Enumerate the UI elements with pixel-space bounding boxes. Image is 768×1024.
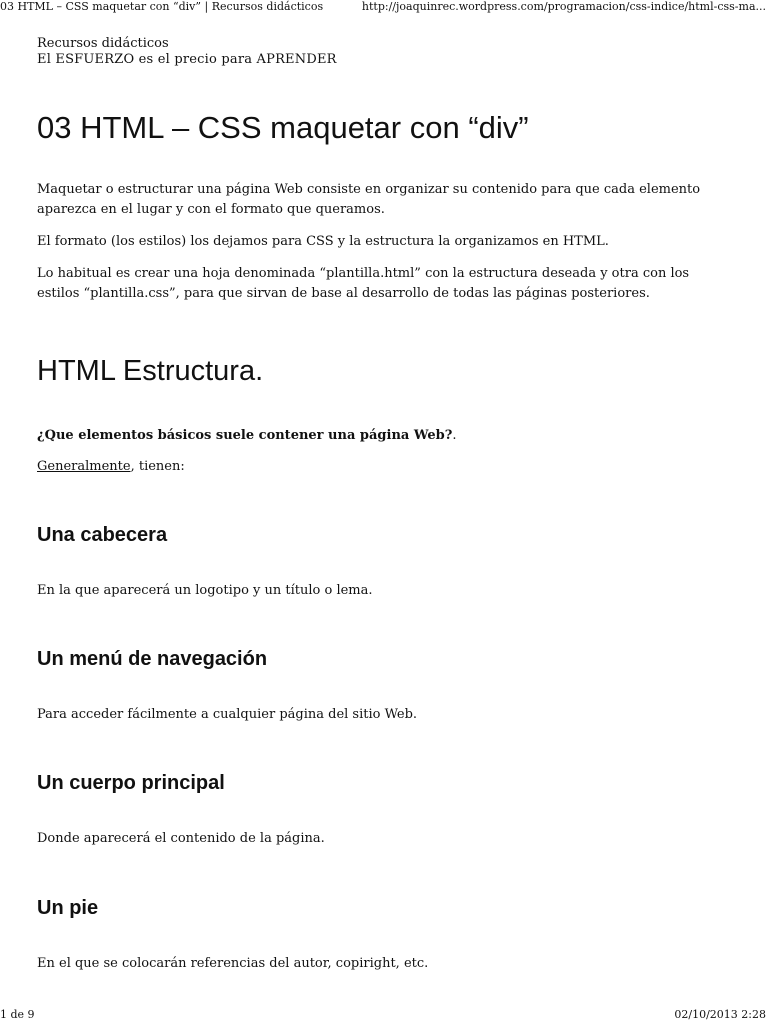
question-bold: ¿Que elementos básicos suele contener una página Web? — [37, 428, 453, 443]
intro-paragraph-2: El formato (los estilos) los dejamos para CSS y la estructura la organizamos en HTML. — [37, 234, 609, 249]
print-footer — [0, 1008, 768, 1024]
element-text-header: En la que aparecerá un logotipo y un título o lema. — [37, 583, 373, 598]
general-rest: , tienen: — [130, 459, 185, 474]
question-suffix: . — [452, 428, 457, 443]
print-header — [0, 0, 768, 16]
element-heading-header: Una cabecera — [37, 524, 168, 546]
post-title: 03 HTML – CSS maquetar con “div” — [37, 110, 529, 145]
element-text-footer: En el que se colocarán referencias del autor, copiright, etc. — [37, 956, 429, 971]
section-heading: HTML Estructura. — [37, 355, 264, 387]
print-page-number: 1 de 9 — [0, 1008, 35, 1021]
site-description: El ESFUERZO es el precio para APRENDER — [37, 52, 337, 67]
element-heading-body: Un cuerpo principal — [37, 772, 225, 794]
document-content — [37, 36, 737, 971]
print-url: http://joaquinrec.wordpress.com/programacion/css-indice/html-css-ma... — [361, 0, 766, 13]
general-paragraph — [37, 457, 732, 477]
question-paragraph — [37, 426, 732, 446]
element-text-nav: Para acceder fácilmente a cualquier página del sitio Web. — [37, 707, 418, 722]
intro-paragraph-1: Maquetar o estructurar una página Web consiste en organizar su contenido para que cada elemento aparezca en el lugar y con el formato que queramos. — [37, 182, 701, 217]
element-heading-footer: Un pie — [37, 897, 99, 919]
element-text-body: Donde aparecerá el contenido de la página. — [37, 831, 325, 846]
intro-paragraph-3: Lo habitual es crear una hoja denominada “plantilla.html” con la estructura deseada y otra con los estilos “plantilla.css”, para que sirvan de base al desarrollo de todas las páginas posteriores. — [37, 266, 690, 301]
print-page-title: 03 HTML – CSS maquetar con “div” | Recursos didácticos — [0, 0, 324, 13]
element-heading-nav: Un menú de navegación — [37, 648, 268, 670]
general-underlined: Generalmente — [37, 459, 131, 474]
print-datetime: 02/10/2013 2:28 — [674, 1008, 766, 1021]
site-title[interactable]: Recursos didácticos — [37, 36, 169, 51]
